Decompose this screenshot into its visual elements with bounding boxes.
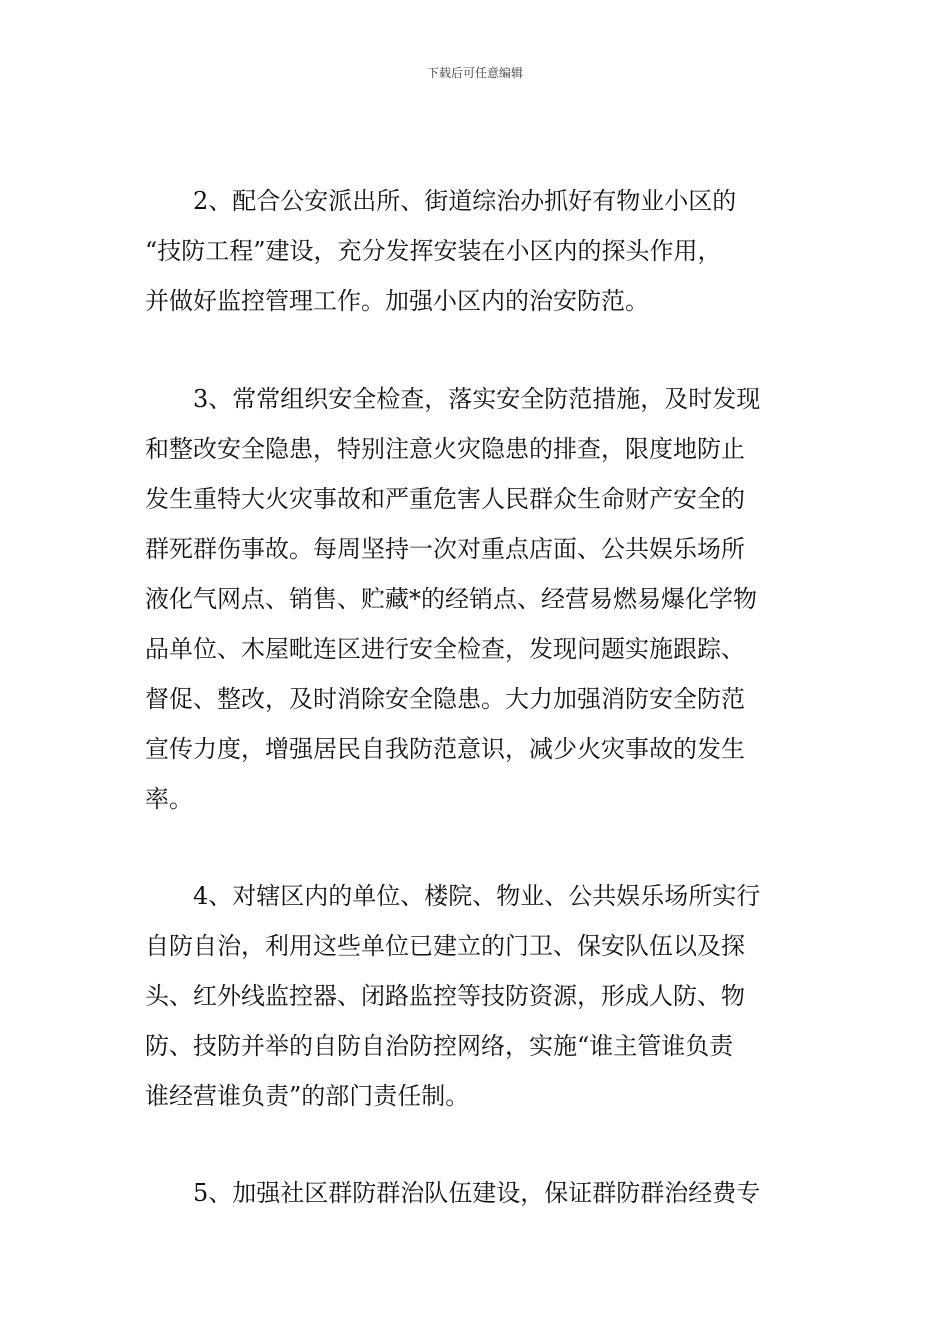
paragraph-line: 品单位、木屋毗连区进行安全检查，发现问题实施跟踪、 <box>145 635 745 663</box>
paragraph-item-5 <box>145 1168 807 1218</box>
paragraph-line: 自防自治，利用这些单位已建立的门卫、保安队伍以及探 <box>145 932 745 960</box>
paragraph-line: 2、配合公安派出所、街道综治办抓好有物业小区的 <box>193 187 737 215</box>
paragraph-line: 发生重特大火灾事故和严重危害人民群众生命财产安全的 <box>145 485 745 513</box>
paragraph-line: 头、红外线监控器、闭路监控等技防资源，形成人防、物 <box>145 982 745 1010</box>
paragraph-line: 液化气网点、销售、贮藏*的经销点、经营易燃易爆化学物 <box>145 585 757 613</box>
paragraph-line: 群死群伤事故。每周坚持一次对重点店面、公共娱乐场所 <box>145 535 745 563</box>
paragraph-item-4 <box>145 871 807 1121</box>
paragraph-line: 3、常常组织安全检查，落实安全防范措施，及时发现 <box>193 385 761 413</box>
paragraph-line: 谁经营谁负责”的部门责任制。 <box>145 1082 470 1110</box>
paragraph-line: 和整改安全隐患，特别注意火灾隐患的排查，限度地防止 <box>145 435 745 463</box>
paragraph-line: “技防工程”建设，充分发挥安装在小区内的探头作用， <box>145 237 722 265</box>
paragraph-line: 4、对辖区内的单位、楼院、物业、公共娱乐场所实行 <box>193 882 761 910</box>
paragraph-line: 督促、整改，及时消除安全隐患。大力加强消防安全防范 <box>145 685 745 713</box>
paragraph-item-2 <box>145 176 807 326</box>
paragraph-item-3 <box>145 374 807 824</box>
paragraph-line: 并做好监控管理工作。加强小区内的治安防范。 <box>145 287 649 315</box>
paragraph-line: 5、加强社区群防群治队伍建设，保证群防群治经费专 <box>193 1179 761 1207</box>
page-header: 下载后可任意编辑 <box>426 66 523 80</box>
paragraph-line: 率。 <box>145 785 193 813</box>
paragraph-line: 防、技防并举的自防自治防控网络，实施“谁主管谁负责 <box>145 1032 734 1060</box>
paragraph-line: 宣传力度，增强居民自我防范意识，减少火灾事故的发生 <box>145 735 745 763</box>
